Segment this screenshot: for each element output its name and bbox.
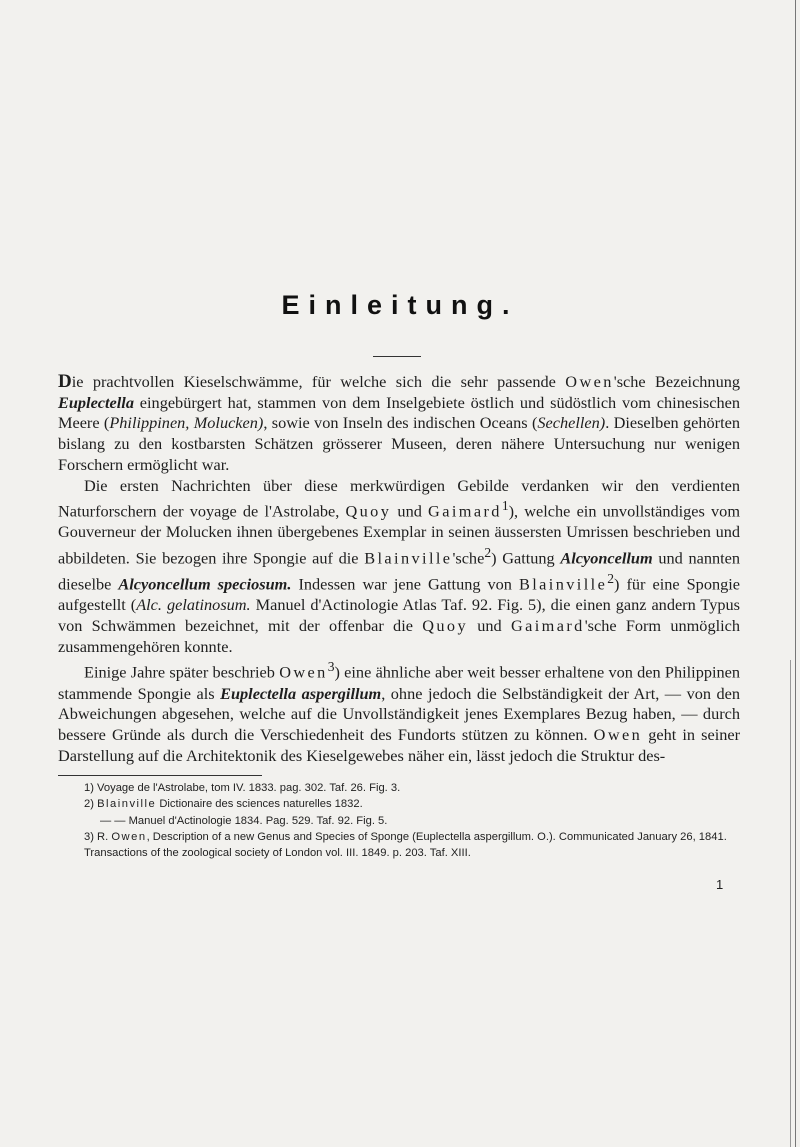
author-name: Blainville [97,798,157,811]
author-name: Blainville [518,574,608,594]
author-name: Blainville [364,548,453,568]
text-run: Manuel d'Actinologie Atlas Taf. 92. Fig. 5), die einen ganz andern Typus von Schwämmen bezeichnet, mit der offenbar die [58,595,740,635]
text-run: eingebürgert hat, stammen von dem Inselgebiete östlich und südöstlich vom chinesischen Meere ( [58,392,740,433]
footnote-1: 1) Voyage de l'Astrolabe, tom IV. 1833. pag. 302. Taf. 26. Fig. 3. [84,782,401,794]
species-name: Alcyoncellum speciosum. [118,574,292,594]
place-names: Philippinen, Molucken) [109,413,264,433]
text-run: , Description of a new Genus and Species of Sponge (Euplectella aspergillum. O.). Communicated January 26, 1841. Transactions of the zoological society of London vol. III. 1849. p. 203. Taf. XIII. [84,830,727,860]
text-run: geht in seiner Darstellung auf die Architektonik des Kieselgewebes näher ein, lässt jedoch die Struktur des- [58,724,741,765]
drop-cap: D [58,371,72,392]
author-name: Owen [279,662,328,682]
text-run: , ohne jedoch die Selbständigkeit der Art, — von den Abweichungen abgesehen, welche auf die Unvollständigkeit jenes Exemplares Bezug haben, — durch bessere Gründe als durch die Verschiedenheit des Fundorts stützen zu können. [58,683,741,744]
author-name: Owen [111,830,147,843]
page-number: 1 [716,877,724,892]
title-rule [373,356,421,357]
text-run: und [391,501,429,521]
footnote-2b: — — Manuel d'Actinologie 1834. Pag. 529. Taf. 92. Fig. 5. [100,814,388,827]
text-run: 2) [84,798,98,811]
species-name: Alc. gelatinosum. [136,595,251,615]
text-run: Dictionaire des sciences naturelles 1832. [156,798,363,811]
author-name: Gaimard [428,501,502,521]
author-name: Owen [565,372,614,391]
text-run: und [468,616,511,635]
text-run: und nannten dieselbe [58,548,741,594]
page-edge [795,0,796,1147]
author-name: Gaimard [510,616,585,635]
footnotes [58,780,748,861]
paragraph-3 [58,657,740,766]
text-run: . Dieselben gehörten bislang zu den kostbarsten Schätzen grösserer Museen, deren nähere Untersuchung nur wenigen Forschern ermöglicht war. [58,413,740,474]
text-run: ) Gattung [491,548,561,568]
paragraph-1 [58,372,740,476]
author-name: Quoy [345,501,392,521]
text-run: 3) R. [84,830,112,843]
footnote-2 [58,796,748,812]
place-names: Sechellen) [537,413,606,433]
footnote-ref: 3 [327,659,335,675]
footnote-ref: 2 [484,545,492,561]
text-run: ), welche ein unvollständiges vom Gouverneur der Molucken ihnen übergebenes Exemplar in seinen äussersten Umrissen beschrieben und abbildeten. Sie bezogen ihre Spongie auf die [58,501,740,568]
paragraph-2 [58,476,740,658]
text-run: ) eine ähnliche aber weit besser erhaltene von den Philippinen stammende Spongie als [58,662,741,703]
author-name: Owen [593,724,643,744]
text-run: , sowie von Inseln des indischen Oceans ( [263,413,538,433]
text-run: Indessen war jene Gattung von [291,574,519,594]
page-title: Einleitung. [281,290,519,320]
footnote-ref: 1 [501,498,509,514]
author-name: Quoy [422,616,468,635]
footnote-3 [58,829,748,862]
page-edge [790,660,791,1147]
text-run: ) für eine Spongie aufgestellt ( [58,574,740,615]
text-run: 'sche Bezeichnung [613,372,740,391]
main-text [58,372,740,766]
footnote-rule [58,775,262,776]
text-run: 'sche Form unmöglich zusammengehören konnte. [58,616,740,656]
text-run: Einige Jahre später beschrieb [84,662,280,682]
genus-name: Alcyoncellum [560,548,653,568]
text-run: Die ersten Nachrichten über diese merkwürdigen Gebilde verdanken wir den verdienten Naturforschern der voyage de l'Astrolabe, [58,475,740,521]
text-run: ie prachtvollen Kieselschwämme, für welche sich die sehr passende [71,372,566,391]
text-run: 'sche [452,548,485,568]
footnote-ref: 2 [607,571,614,587]
species-name: Euplectella aspergillum [220,683,382,703]
genus-name: Euplectella [58,392,134,412]
